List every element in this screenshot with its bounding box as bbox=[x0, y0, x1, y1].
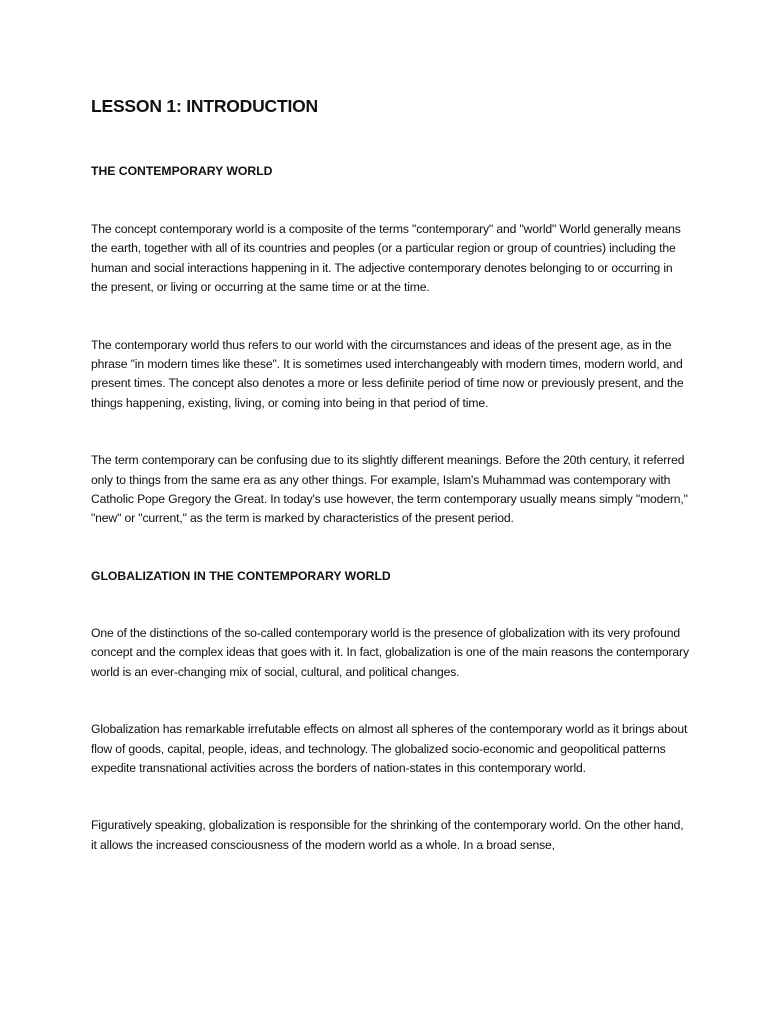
paragraph: The contemporary world thus refers to our world with the circumstances and ideas of the present age, as in the phrase "in modern times like these". It is sometimes used interchangeably with modern times, modern world, and present times. The concept also denotes a more or less definite period of time now or previously present, and the things happening, existing, living, or coming into being in that period of time. bbox=[91, 337, 684, 410]
document-content bbox=[91, 96, 691, 855]
lesson-title: LESSON 1: INTRODUCTION bbox=[91, 96, 318, 116]
paragraph: The concept contemporary world is a composite of the terms "contemporary" and "world" World generally means the earth, together with all of its countries and peoples (or a particular region or group of countries) including the human and social interactions happening in it. The adjective contemporary denotes belonging to or occurring in the present, or living or occurring at the same time or at the time. bbox=[91, 222, 681, 295]
paragraph: The term contemporary can be confusing due to its slightly different meanings. Before the 20th century, it referred only to things from the same era as any other things. For example, Islam's Muhammad was contemporary with Catholic Pope Gregory the Great. In today's use however, the term contemporary usually means simply "modern," "new" or "current," as the term is marked by characteristics of the present period. bbox=[91, 453, 688, 526]
paragraph: One of the distinctions of the so-called contemporary world is the presence of globalization with its very profound concept and the complex ideas that goes with it. In fact, globalization is one of the main reasons the contemporary world is an ever-changing mix of social, cultural, and political changes. bbox=[91, 625, 689, 679]
paragraph: Globalization has remarkable irrefutable effects on almost all spheres of the contemporary world as it brings about flow of goods, capital, people, ideas, and technology. The globalized socio-economic and geopolitical patterns expedite transnational activities across the borders of nation-states in this contemporary world. bbox=[91, 722, 688, 775]
section-heading-contemporary-world: THE CONTEMPORARY WORLD bbox=[91, 164, 273, 178]
section-heading-globalization: GLOBALIZATION IN THE CONTEMPORARY WORLD bbox=[91, 568, 391, 583]
paragraph: Figuratively speaking, globalization is responsible for the shrinking of the contemporary world. On the other hand, it allows the increased consciousness of the modern world as a whole. In a broad sense, bbox=[91, 818, 684, 852]
